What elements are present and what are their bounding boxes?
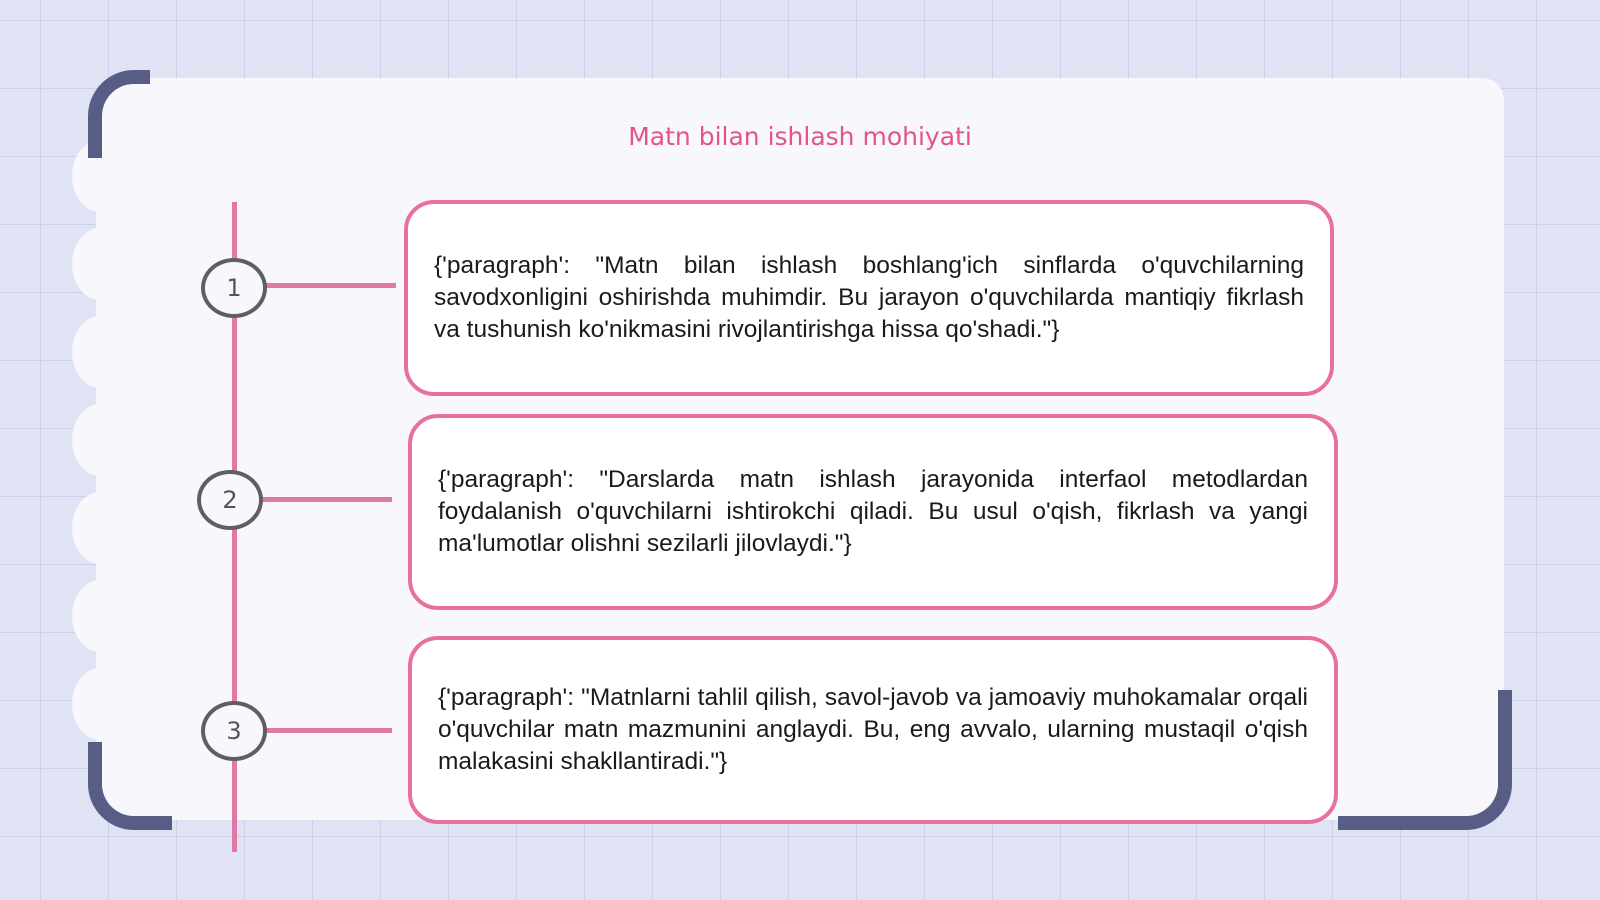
timeline-card xyxy=(408,414,1338,610)
timeline-card xyxy=(408,636,1338,824)
sheet-scallop xyxy=(72,668,128,740)
timeline-connector xyxy=(262,497,392,502)
card-paragraph: {'paragraph': "Darslarda matn ishlash jarayonida interfaol metodlardan foydalanish o'quvchilarni ishtirokchi qiladi. Bu usul o'qish, fikrlash va yangi ma'lumotlar olishni sezilarli jilovlaydi."} xyxy=(438,466,1308,557)
sheet-scallop xyxy=(72,228,128,300)
frame-corner-bottom-left xyxy=(88,742,172,830)
step-number-circle xyxy=(197,470,263,530)
sheet-scallop xyxy=(72,492,128,564)
step-number-circle xyxy=(201,258,267,318)
card-paragraph: {'paragraph': "Matn bilan ishlash boshlang'ich sinflarda o'quvchilarning savodxonligini oshirishda muhimdir. Bu jarayon o'quvchilarda mantiqiy fikrlash va tushunish ko'nikmasini rivojlantirishga hissa qo'shadi."} xyxy=(434,252,1304,343)
step-number: 2 xyxy=(222,486,238,514)
card-paragraph: {'paragraph': "Matnlarni tahlil qilish, savol-javob va jamoaviy muhokamalar orqali o'quvchilar matn mazmunini anglaydi. Bu, eng avvalo, ularning mustaqil o'qish malakasini shakllantiradi."} xyxy=(438,684,1308,775)
sheet-scallop xyxy=(72,580,128,652)
sheet-scallop xyxy=(72,316,128,388)
step-number: 1 xyxy=(226,274,242,302)
sheet-scallop xyxy=(72,404,128,476)
step-number-circle xyxy=(201,701,267,761)
frame-corner-top-left xyxy=(88,70,150,158)
step-number: 3 xyxy=(226,717,242,745)
timeline-connector xyxy=(266,728,392,733)
frame-corner-bottom-right xyxy=(1338,690,1512,830)
timeline-connector xyxy=(266,283,396,288)
timeline-card xyxy=(404,200,1334,396)
slide-title: Matn bilan ishlash mohiyati xyxy=(628,122,972,151)
